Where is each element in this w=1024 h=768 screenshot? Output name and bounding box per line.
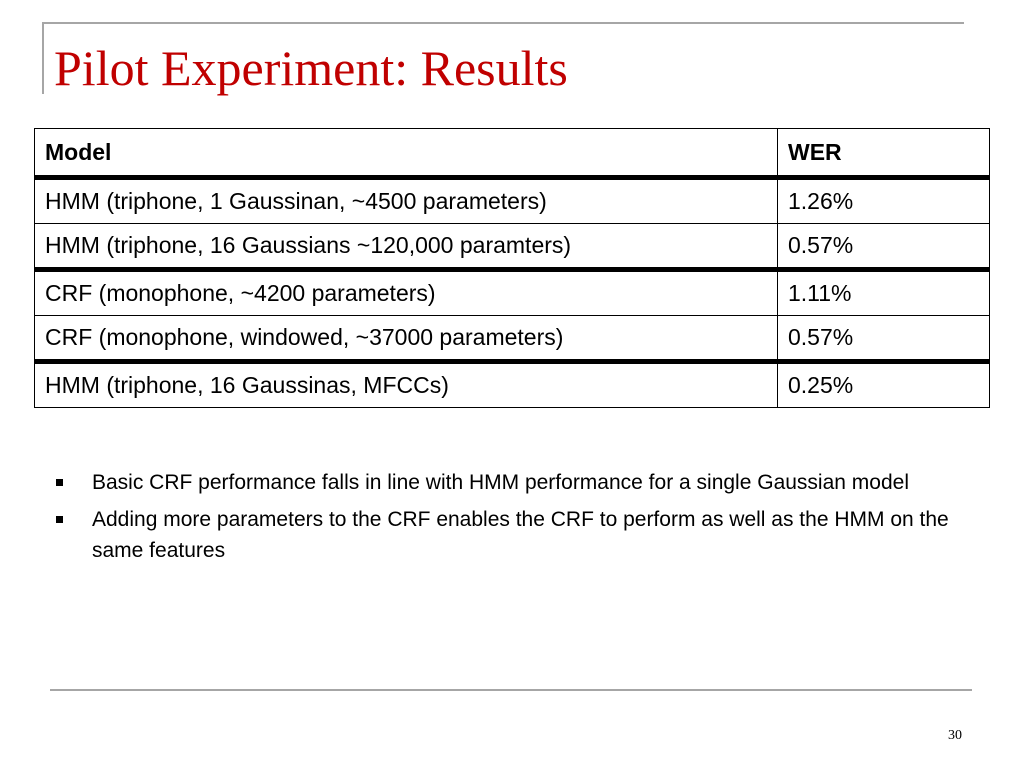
- bullet-list: [54, 467, 954, 572]
- table-row: [35, 362, 990, 408]
- bullet-item: [54, 467, 954, 498]
- table-row: [35, 224, 990, 270]
- wer-cell: 0.57%: [778, 224, 990, 270]
- model-cell: CRF (monophone, windowed, ~37000 parameters): [35, 316, 778, 362]
- wer-cell: 1.26%: [778, 178, 990, 224]
- model-cell: HMM (triphone, 16 Gaussians ~120,000 paramters): [35, 224, 778, 270]
- model-cell: CRF (monophone, ~4200 parameters): [35, 270, 778, 316]
- wer-cell: 1.11%: [778, 270, 990, 316]
- table-row: [35, 178, 990, 224]
- results-table: [34, 128, 990, 408]
- square-bullet-icon: [56, 479, 63, 486]
- wer-cell: 0.25%: [778, 362, 990, 408]
- slide-title: Pilot Experiment: Results: [54, 40, 568, 96]
- title-frame-top-rule: [42, 22, 964, 24]
- model-cell: HMM (triphone, 1 Gaussinan, ~4500 parameters): [35, 178, 778, 224]
- bullet-text: Basic CRF performance falls in line with HMM performance for a single Gaussian model: [92, 471, 909, 494]
- model-cell: HMM (triphone, 16 Gaussinas, MFCCs): [35, 362, 778, 408]
- square-bullet-icon: [56, 516, 63, 523]
- footer-rule: [50, 689, 972, 691]
- bullet-text: Adding more parameters to the CRF enables the CRF to perform as well as the HMM on the same features: [92, 508, 949, 562]
- header-wer: WER: [778, 129, 990, 178]
- title-frame-left-rule: [42, 22, 44, 94]
- table-row: [35, 316, 990, 362]
- wer-cell: 0.57%: [778, 316, 990, 362]
- table-header-row: [35, 129, 990, 178]
- bullet-item: [54, 504, 954, 566]
- page-number: 30: [948, 728, 962, 743]
- header-model: Model: [35, 129, 778, 178]
- table-row: [35, 270, 990, 316]
